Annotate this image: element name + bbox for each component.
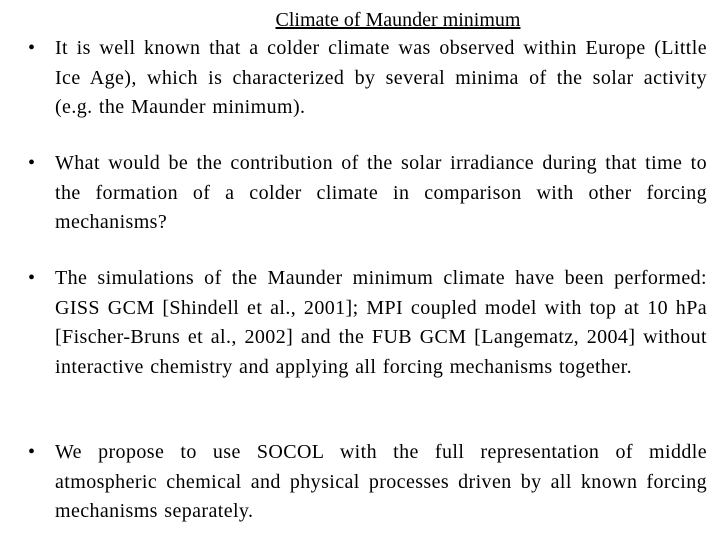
bullet-text-3: The simulations of the Maunder minimum climate have been performed: GISS GCM [Shindell et al., 2001]; MPI coupled model with top at 10 hPa [Fischer-Bruns et al., 2002] and the FUB GCM [Langematz, 2004] without interactive chemistry and applying all forcing mechanisms together. — [55, 267, 707, 378]
bullet-text-2: What would be the contribution of the solar irradiance during that time to the formation of a colder climate in comparison with other forcing mechanisms? — [55, 152, 707, 233]
bullet-text-1: It is well known that a colder climate was observed within Europe (Little Ice Age), which is characterized by several minima of the solar activity (e.g. the Maunder minimum). — [55, 37, 707, 118]
bullet-text-4: We propose to use SOCOL with the full representation of middle atmospheric chemical and physical processes driven by all known forcing mechanisms separately. — [55, 441, 707, 522]
bullet-icon: • — [28, 152, 36, 174]
bullet-icon: • — [28, 267, 36, 289]
bullet-icon: • — [28, 441, 36, 463]
slide-title: Climate of Maunder minimum — [275, 9, 521, 31]
bullet-icon: • — [28, 37, 36, 59]
